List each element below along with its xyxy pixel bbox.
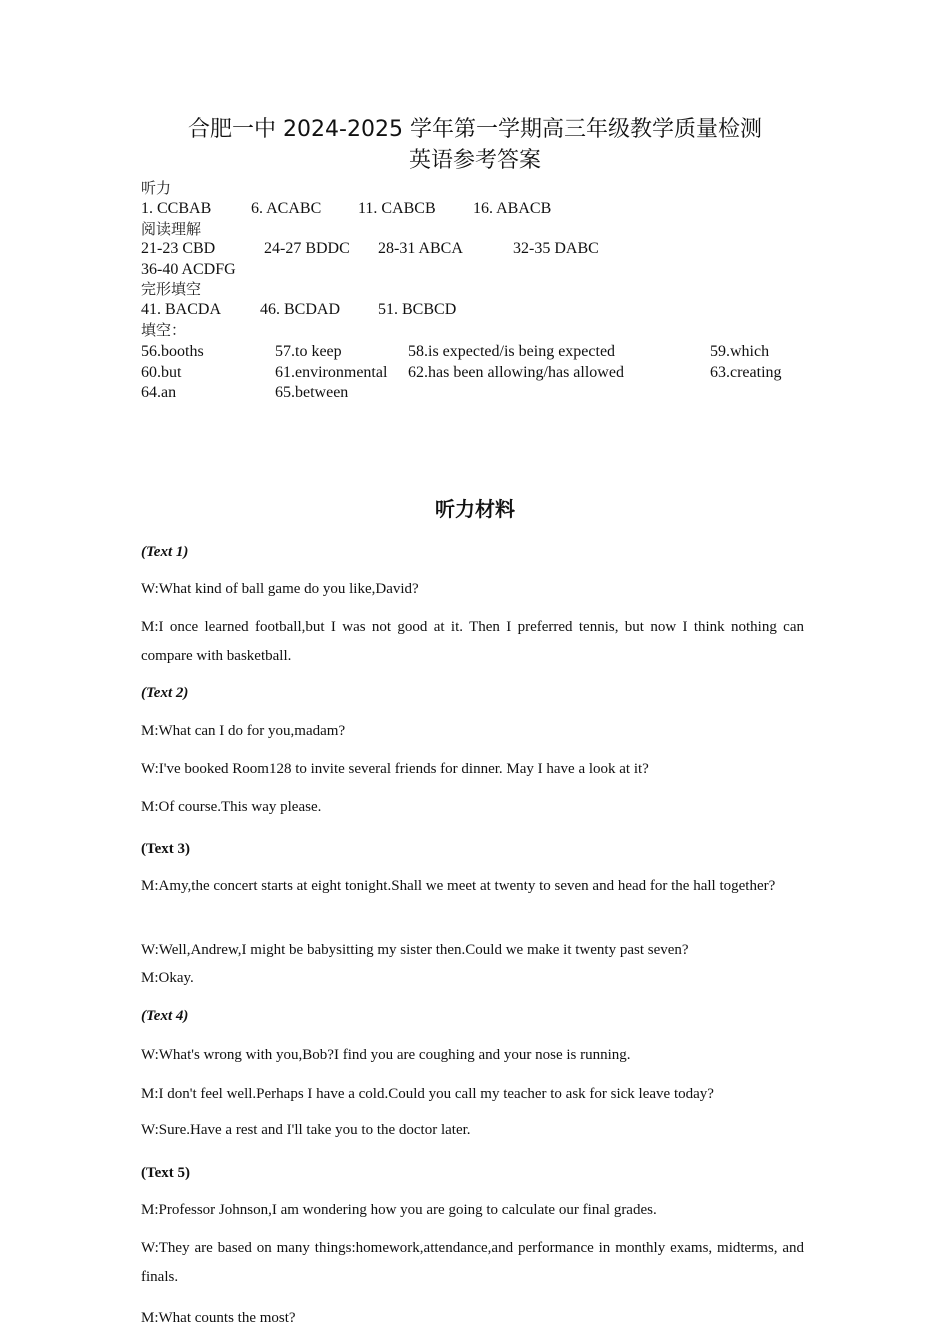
dialogue-line: M:What can I do for you,madam? xyxy=(141,723,346,739)
listening-material-title: 听力材料 xyxy=(435,497,515,521)
answer-item: 59.which xyxy=(710,343,770,360)
answer-group: 28-31 ABCA xyxy=(378,240,463,257)
dialogue-line: M:Professor Johnson,I am wondering how you are going to calculate our final grades. xyxy=(141,1202,657,1218)
text-heading: (Text 3) xyxy=(141,841,191,857)
document-title: 合肥一中 2024-2025 学年第一学期高三年级教学质量检测 xyxy=(188,117,762,142)
answer-group: 6. ACABC xyxy=(251,200,322,217)
dialogue-line: M:I don't feel well.Perhaps I have a cold.Could you call my teacher to ask for sick leave today? xyxy=(141,1086,714,1102)
answer-group: 51. BCBCD xyxy=(378,301,457,318)
answer-item: 60.but xyxy=(141,364,182,381)
section-label-reading: 阅读理解 xyxy=(141,220,202,238)
answer-group: 36-40 ACDFG xyxy=(141,261,236,278)
text-heading: (Text 2) xyxy=(141,685,189,701)
text-heading: (Text 4) xyxy=(141,1008,189,1024)
dialogue-line: W:Sure.Have a rest and I'll take you to the doctor later. xyxy=(141,1122,471,1138)
section-label-fill: 填空： xyxy=(141,321,187,339)
section-label-cloze: 完形填空 xyxy=(141,280,202,298)
dialogue-line: M:What counts the most? xyxy=(141,1310,296,1326)
dialogue-line: W:What's wrong with you,Bob?I find you are coughing and your nose is running. xyxy=(141,1047,631,1063)
answer-item: 57.to keep xyxy=(275,343,342,360)
answer-item: 61.environmental xyxy=(275,364,388,381)
answer-item: 63.creating xyxy=(710,364,782,381)
answer-item: 58.is expected/is being expected xyxy=(408,343,616,360)
answer-group: 16. ABACB xyxy=(473,200,552,217)
text-heading: (Text 5) xyxy=(141,1165,191,1181)
answer-group: 32-35 DABC xyxy=(513,240,599,257)
answer-item: 62.has been allowing/has allowed xyxy=(408,364,624,381)
dialogue-line: W:What kind of ball game do you like,David? xyxy=(141,581,419,597)
answer-group: 46. BCDAD xyxy=(260,301,341,318)
answer-item: 65.between xyxy=(275,384,349,401)
answer-group: 1. CCBAB xyxy=(141,200,212,217)
document-subtitle: 英语参考答案 xyxy=(408,148,541,173)
dialogue-line: M:Of course.This way please. xyxy=(141,799,322,815)
answer-group: 24-27 BDDC xyxy=(264,240,350,257)
text-heading: (Text 1) xyxy=(141,544,189,560)
answer-group: 41. BACDA xyxy=(141,301,222,318)
dialogue-line: M:I once learned football,but I was not good at it. Then I preferred tennis, but now I think nothing can compare with basketball. xyxy=(141,619,804,664)
answer-group: 11. CABCB xyxy=(358,200,436,217)
answer-item: 56.booths xyxy=(141,343,204,360)
dialogue-line: M:Okay. xyxy=(141,970,194,986)
dialogue-line: W:Well,Andrew,I might be babysitting my sister then.Could we make it twenty past seven? xyxy=(141,942,689,958)
section-label-listening: 听力 xyxy=(141,179,172,197)
dialogue-line: M:Amy,the concert starts at eight tonight.Shall we meet at twenty to seven and head for the hall together? xyxy=(141,878,776,894)
answer-item: 64.an xyxy=(141,384,177,401)
answer-group: 21-23 CBD xyxy=(141,240,216,257)
dialogue-line: W:I've booked Room128 to invite several friends for dinner. May I have a look at it? xyxy=(141,761,649,777)
dialogue-line: W:They are based on many things:homework,attendance,and performance in monthly exams, midterms, and finals. xyxy=(141,1240,804,1285)
